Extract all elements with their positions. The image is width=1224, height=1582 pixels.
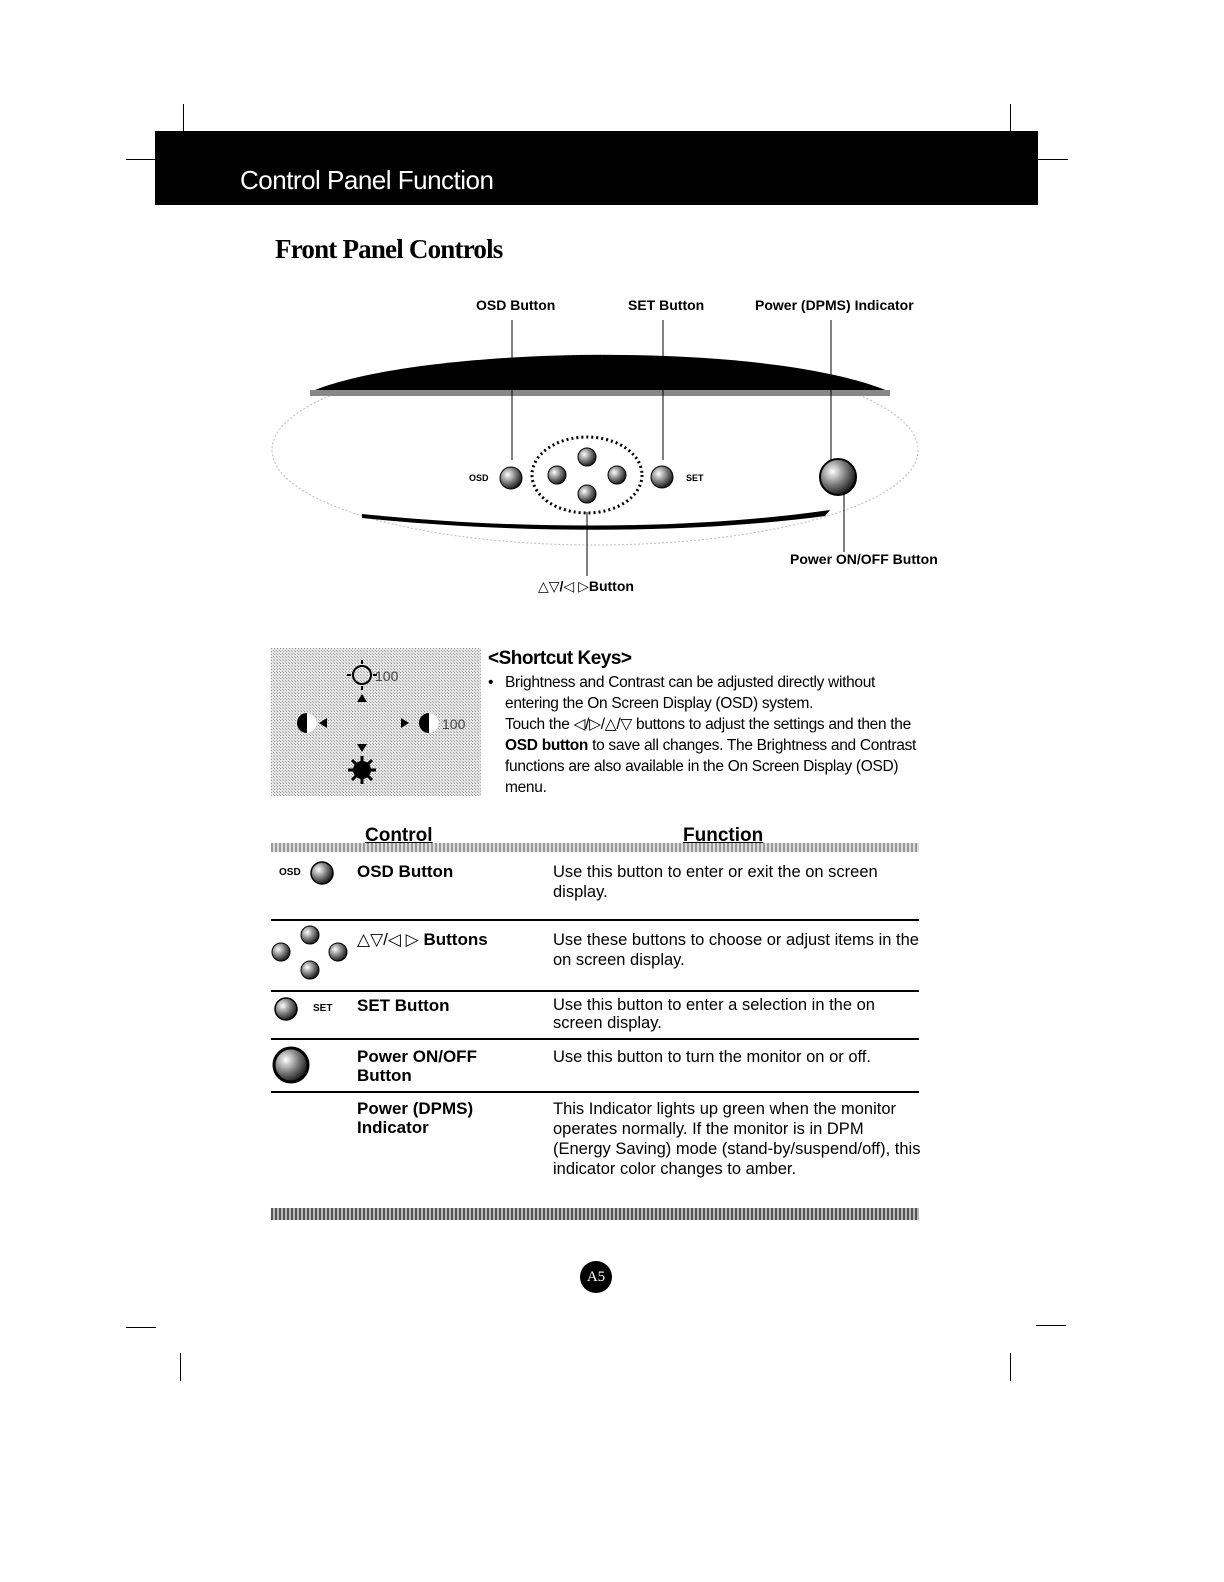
osd-button-emphasis: OSD button <box>505 737 589 754</box>
panel-set-text: SET <box>686 473 704 483</box>
crop-mark-bl-h <box>126 1327 156 1328</box>
control-name: SET Button <box>357 996 450 1015</box>
control-function: This Indicator lights up green when the monitor operates normally. If the monitor is in DPM (Energy Saving) mode (stand-by/suspend/off), this indicator color changes to amber. <box>553 1100 921 1178</box>
arrow-button-callout: △▽/◁ ▷Button <box>538 578 634 594</box>
crop-mark-tr-v <box>1010 104 1011 132</box>
table-header-control: Control <box>365 825 433 846</box>
table-row <box>271 994 351 1028</box>
panel-bottom-band <box>362 510 830 530</box>
down-panel-button <box>578 485 596 503</box>
osd-button-icon <box>309 860 335 886</box>
power-button-icon <box>271 1043 315 1087</box>
page-title: Control Panel Function <box>240 165 494 195</box>
row-divider <box>271 1038 919 1040</box>
control-function: Use these buttons to choose or adjust items in the on screen display. <box>553 931 919 969</box>
page-number: A5 <box>580 1261 612 1293</box>
table-row <box>271 1043 351 1087</box>
control-function: Use this button to enter or exit the on screen display. <box>553 863 878 901</box>
set-panel-button <box>651 466 673 488</box>
table-row <box>271 858 351 898</box>
shortcut-keys-title: <Shortcut Keys> <box>488 648 632 669</box>
set-button-icon <box>273 996 299 1022</box>
control-name: △▽/◁ ▷ Buttons <box>357 930 488 949</box>
row-divider <box>271 990 919 992</box>
up-panel-button <box>578 448 596 466</box>
panel-osd-text: OSD <box>469 473 489 483</box>
set-button-callout: SET Button <box>628 297 705 313</box>
front-panel-diagram <box>270 320 930 580</box>
section-title: Front Panel Controls <box>275 234 503 264</box>
shortcut-keys-body <box>488 672 928 798</box>
power-button-callout: Power ON/OFF Button <box>790 551 938 567</box>
contrast-value: 100 <box>442 716 466 732</box>
control-name: Power (DPMS) Indicator <box>357 1099 474 1137</box>
power-panel-button <box>820 459 856 495</box>
control-name: Power ON/OFF Button <box>357 1047 477 1085</box>
power-indicator-callout: Power (DPMS) Indicator <box>755 297 914 313</box>
set-icon-label: SET <box>313 1003 333 1014</box>
crop-mark-bl-v <box>180 1353 181 1381</box>
table-bottom-bar <box>271 1208 919 1220</box>
left-panel-button <box>548 466 566 484</box>
osd-icon-label: OSD <box>279 867 301 878</box>
shortcut-line-1: Brightness and Contrast can be adjusted directly without entering the On Screen Display (OSD) system. <box>505 674 876 712</box>
crop-mark-tr-h <box>1038 159 1068 160</box>
row-divider <box>271 919 919 921</box>
row-divider <box>271 1091 919 1093</box>
control-function: Use this button to turn the monitor on or off. <box>553 1048 871 1066</box>
osd-panel-button <box>500 467 522 489</box>
osd-button-callout: OSD Button <box>476 297 556 313</box>
table-row <box>271 922 351 984</box>
crop-mark-tl-v <box>183 104 184 132</box>
panel-top-band-shadow <box>310 390 890 396</box>
crop-mark-br-v <box>1010 1353 1011 1381</box>
crop-mark-br-h <box>1036 1325 1066 1326</box>
shortcut-keys-image <box>271 648 481 796</box>
bullet: • <box>488 674 494 691</box>
arrow-symbols: △▽/◁ ▷ <box>357 930 419 949</box>
crop-mark-tl-h <box>126 159 156 160</box>
panel-top-band <box>310 355 890 392</box>
control-name: OSD Button <box>357 862 454 881</box>
right-panel-button <box>608 466 626 484</box>
shortcut-line-2: Touch the ◁/▷/△/▽ buttons to adjust the settings and then the OSD button to save all changes. The Brightness and Contrast functions are also available in the On Screen Display (OSD) menu. <box>505 716 917 796</box>
brightness-value: 100 <box>375 668 399 684</box>
arrow-buttons-icon <box>271 922 351 984</box>
control-function: Use this button to enter a selection in the on screen display. <box>553 996 875 1032</box>
table-header-function: Function <box>683 825 764 846</box>
